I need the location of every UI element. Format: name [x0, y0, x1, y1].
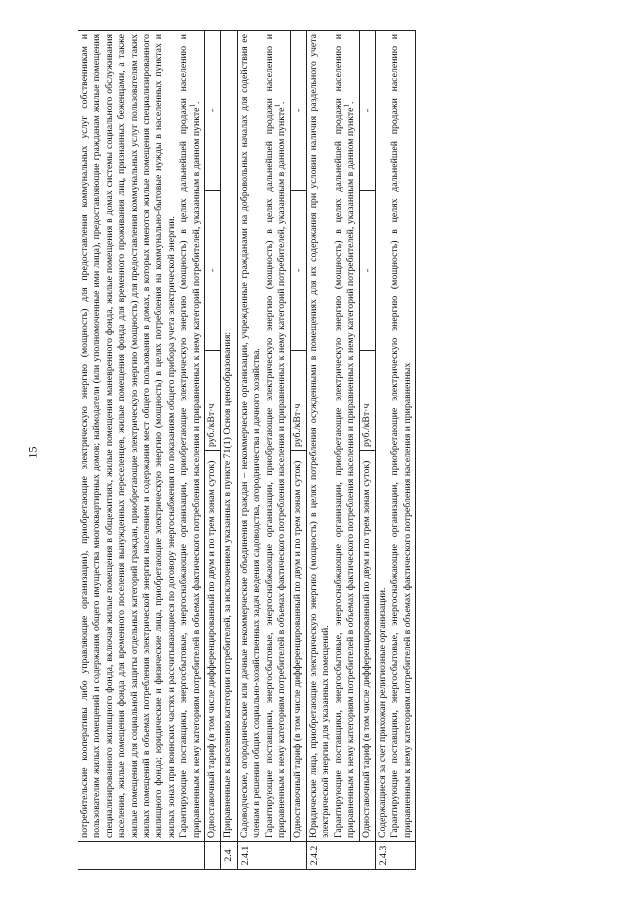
row-text-cell [375, 31, 415, 842]
table-row [375, 31, 415, 870]
value-cell: - [205, 191, 221, 351]
table-row [306, 31, 359, 870]
row-text-cell [78, 31, 205, 842]
row-number-cell: 2.4.3 [375, 842, 415, 870]
table-row [237, 31, 290, 870]
tariff-table-rotated [78, 30, 578, 870]
guarantee-text-body: Гарантирующие поставщики, энергосбытовые, энергоснабжающие организации, приобретающие электрическую энергию (мощность) в целях дальнейшей продажи населению и приравненным к нему категориям потребителей в объемах фактического потребления населения и приравненных к нему категорий потребителей, указанным в данном пункте [263, 34, 288, 838]
footnote-mark: 1 [273, 103, 282, 108]
table-row [205, 31, 221, 870]
row-number-cell [78, 842, 205, 870]
row-text-cell [237, 31, 290, 842]
table-row [290, 31, 306, 870]
row-number-cell [205, 842, 221, 870]
category-description: потребительские кооперативы либо управляющие организации), приобретающие электрическую энергию (мощность) для предоставления коммунальных услуг собственникам и пользователям жилых помещений и содержания общего имущества многоквартирных домов; наймодатели (или уполномоченные ими лица), предоставляющие гражданам жилые помещения специализированного жилищного фонда, включая жилые помещения в общежитиях, жилые помещения маневренного фонда, жилые помещения в домах системы социального обслуживания населения, жилые помещения фонда для временного поселения вынужденных переселенцев, жилые помещения фонда для временного проживания лиц, признанных беженцами, а также жилые помещения для социальной защиты отдельных категорий граждан, приобретающие электрическую энергию (мощность) для предоставления коммунальных услуг пользователям таких жилых помещений в объемах потребления электрической энергии населением и содержания мест общего пользования в домах, в которых имеются жилые помещения специализированного жилищного фонда; юридические и физические лица, приобретающие электрическую энергию (мощность) в целях потребления на коммунально-бытовые нужды в населенных пунктах и жилых зонах при воинских частях и рассчитывающиеся по договору энергоснабжения по показаниям общего прибора учета электрической энергии. [79, 34, 177, 838]
value-cell: - [290, 31, 306, 191]
value-cell: - [359, 191, 375, 351]
table-row [221, 31, 237, 870]
row-number-cell [359, 842, 375, 870]
row-number-cell: 2.4.2 [306, 842, 359, 870]
tariff-label-cell: Одноставочный тариф (в том числе дифференцированный по двум и по трем зонам суток) [359, 451, 375, 842]
value-cell: - [359, 31, 375, 191]
table-row [78, 31, 205, 870]
category-description: Садоводческие, огороднические или дачные некоммерческие объединения граждан – некоммерческие организации, учрежденные гражданами на добровольных началах для содействия ее членам в решении общих социально-хозяйственных задач ведения садоводства, огородничества и дачного хозяйства. [238, 34, 263, 838]
unit-cell: руб./кВт·ч [359, 351, 375, 451]
row-number-cell: 2.4.1 [237, 842, 290, 870]
row-number-cell [290, 842, 306, 870]
value-cell: - [205, 31, 221, 191]
row-number-cell: 2.4 [221, 842, 237, 870]
tariff-label-cell: Одноставочный тариф (в том числе дифференцированный по двум и по трем зонам суток) [205, 451, 221, 842]
tariff-label-cell: Одноставочный тариф (в том числе дифференцированный по двум и по трем зонам суток) [290, 451, 306, 842]
row-text-cell [306, 31, 359, 842]
footnote-mark: 1 [342, 103, 351, 108]
guarantee-text-body: Гарантирующие поставщики, энергосбытовые, энергоснабжающие организации, приобретающие электрическую энергию (мощность) в целях дальнейшей продажи населению и приравненным к нему категориям потребителей в объемах фактического потребления населения и приравненных к нему категорий потребителей, указанным в данном пункте [332, 34, 357, 838]
guarantee-text: Гарантирующие поставщики, энергосбытовые, энергоснабжающие организации, приобретающие электрическую энергию (мощность) в целях дальнейшей продажи населению и приравненным к нему категориям потребителей в объемах фактического потребления населения и приравненных к нему категорий потребителей, указанным в данном пункте$^1$. [178, 34, 202, 838]
guarantee-text: Гарантирующие поставщики, энергосбытовые, энергоснабжающие организации, приобретающие электрическую энергию (мощность) в целях дальнейшей продажи населению и приравненным к нему категориям потребителей в объемах фактического потребления населения и приравненных [389, 34, 413, 838]
page-number: 15 [25, 446, 40, 459]
category-description: Содержащиеся за счет прихожан религиозные организации. [376, 587, 388, 838]
guarantee-text: Гарантирующие поставщики, энергосбытовые, энергоснабжающие организации, приобретающие электрическую энергию (мощность) в целях дальнейшей продажи населению и приравненным к нему категориям потребителей в объемах фактического потребления населения и приравненных к нему категорий потребителей, указанным в данном пункте$^1$. [332, 34, 357, 838]
guarantee-text-body: Гарантирующие поставщики, энергосбытовые, энергоснабжающие организации, приобретающие электрическую энергию (мощность) в целях дальнейшей продажи населению и приравненным к нему категориям потребителей в объемах фактического потребления населения и приравненных к нему категорий потребителей, указанным в данном пункте [178, 34, 202, 838]
guarantee-text: Гарантирующие поставщики, энергосбытовые, энергоснабжающие организации, приобретающие электрическую энергию (мощность) в целях дальнейшей продажи населению и приравненным к нему категориям потребителей в объемах фактического потребления населения и приравненных к нему категорий потребителей, указанным в данном пункте$^1$. [263, 34, 288, 838]
value-cell: - [290, 191, 306, 351]
footnote-mark: 1 [188, 103, 197, 108]
unit-cell: руб./кВт·ч [205, 351, 221, 451]
row-text-cell: Приравненные к населению категории потребителей, за исключением указанных в пункте 71(1) Основ ценообразования: [221, 31, 237, 842]
tariff-table [78, 30, 416, 870]
table-row [359, 31, 375, 870]
unit-cell: руб./кВт·ч [290, 351, 306, 451]
category-description: Юридические лица, приобретающие электрическую энергию (мощность) в целях потребления осужденными в помещениях для их содержания при условии наличия раздельного учета электрической энергии для указанных помещений. [307, 34, 332, 838]
